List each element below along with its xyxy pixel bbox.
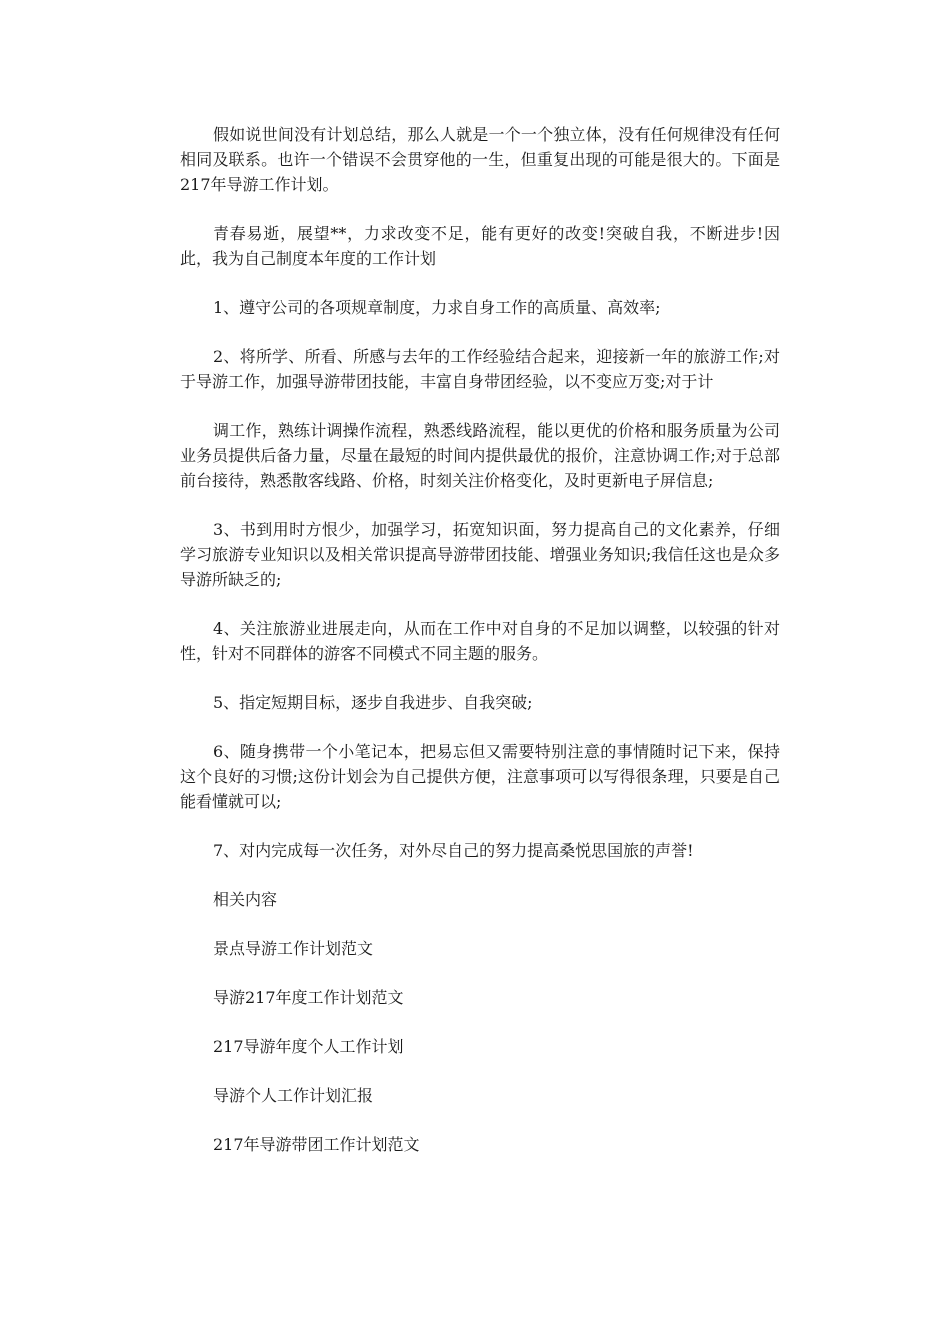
plan-item-3: 3、书到用时方恨少，加强学习，拓宽知识面，努力提高自己的文化素养，仔细学习旅游专业知识以及相关常识提高导游带团技能、增强业务知识;我信任这也是众多导游所缺乏的; <box>180 520 780 589</box>
related-link[interactable]: 导游个人工作计划汇报 <box>213 1086 374 1105</box>
related-link[interactable]: 217年导游带团工作计划范文 <box>213 1135 420 1154</box>
plan-item-7: 7、对内完成每一次任务，对外尽自己的努力提高桑悦思国旅的声誉! <box>213 841 694 860</box>
related-link[interactable]: 217导游年度个人工作计划 <box>213 1037 404 1056</box>
related-link[interactable]: 导游217年度工作计划范文 <box>213 988 404 1007</box>
plan-item-2-continued: 调工作，熟练计调操作流程，熟悉线路流程，能以更优的价格和服务质量为公司业务员提供后备力量，尽量在最短的时间内提供最优的报价，注意协调工作;对于总部前台接待，熟悉散客线路、价格，时刻关注价格变化，及时更新电子屏信息; <box>180 421 780 490</box>
paragraph-youth: 青春易逝，展望**，力求改变不足，能有更好的改变!突破自我，不断进步!因此，我为自己制度本年度的工作计划 <box>180 224 780 268</box>
plan-item-6: 6、随身携带一个小笔记本，把易忘但又需要特别注意的事情随时记下来，保持这个良好的习惯;这份计划会为自己提供方便，注意事项可以写得很条理，只要是自己能看懂就可以; <box>180 742 780 811</box>
intro-paragraph: 假如说世间没有计划总结，那么人就是一个一个独立体，没有任何规律没有任何相同及联系。也许一个错误不会贯穿他的一生，但重复出现的可能是很大的。下面是217年导游工作计划。 <box>180 125 780 194</box>
plan-item-4: 4、关注旅游业进展走向，从而在工作中对自身的不足加以调整，以较强的针对性，针对不同群体的游客不同模式不同主题的服务。 <box>180 619 780 663</box>
plan-item-5: 5、指定短期目标，逐步自我进步、自我突破; <box>213 693 533 712</box>
plan-item-1: 1、遵守公司的各项规章制度，力求自身工作的高质量、高效率; <box>213 298 661 317</box>
plan-item-2: 2、将所学、所看、所感与去年的工作经验结合起来，迎接新一年的旅游工作;对于导游工作，加强导游带团技能，丰富自身带团经验，以不变应万变;对于计 <box>180 347 780 391</box>
related-heading: 相关内容 <box>213 890 278 909</box>
related-link[interactable]: 景点导游工作计划范文 <box>213 939 374 958</box>
document-body <box>180 122 780 1181</box>
